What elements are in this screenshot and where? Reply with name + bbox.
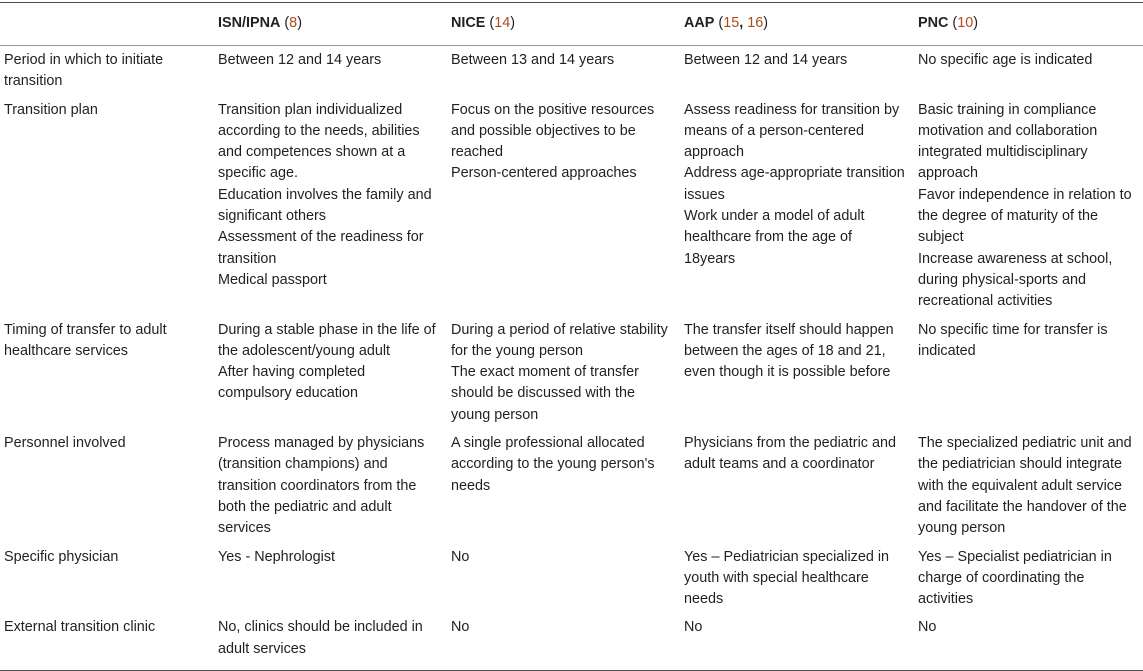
reference-link[interactable]: 15 <box>723 15 740 32</box>
table-cell <box>680 613 914 670</box>
table-cell <box>914 316 1143 429</box>
cell-line: Process managed by physicians (transition champions) and transition coordinators from the both the pediatric and adult services <box>218 435 425 537</box>
table-cell <box>214 613 447 670</box>
reference-link[interactable]: 16 <box>747 15 764 32</box>
reference-link[interactable]: 14 <box>494 15 511 32</box>
table-cell <box>680 46 914 96</box>
cell-line: During a stable phase in the life of the adolescent/young adult <box>218 321 436 359</box>
column-name: NICE <box>451 15 486 32</box>
table-cell <box>447 429 680 542</box>
cell-line: Physicians from the pediatric and adult teams and a coordinator <box>684 435 896 473</box>
table-body <box>0 46 1143 671</box>
table-cell <box>914 613 1143 670</box>
table-cell <box>214 96 447 316</box>
table-row <box>0 316 1143 429</box>
cell-line: No, clinics should be included in adult services <box>218 619 423 657</box>
column-name: ISN/IPNA <box>218 15 281 32</box>
cell-line: The transfer itself should happen between the ages of 18 and 21, even though it is possible before <box>684 321 894 381</box>
table-row <box>0 96 1143 316</box>
cell-line: Focus on the positive resources and possible objectives to be reached <box>451 101 655 161</box>
cell-line: Assess readiness for transition by means of a person-centered approach <box>684 101 900 161</box>
ref-paren-open: ( <box>280 15 290 32</box>
cell-line: Basic training in compliance motivation and collaboration integrated multidisciplinary approach <box>918 101 1098 182</box>
cell-line: Person-centered approaches <box>451 165 637 182</box>
cell-line: Favor independence in relation to the degree of maturity of the subject <box>918 186 1132 246</box>
cell-line: Yes - Nephrologist <box>218 548 336 565</box>
row-label: External transition clinic <box>4 619 156 636</box>
column-name: AAP <box>684 15 715 32</box>
table-cell <box>447 613 680 670</box>
row-label: Personnel involved <box>4 435 126 452</box>
table-cell <box>680 429 914 542</box>
table-cell <box>214 543 447 614</box>
table-cell <box>680 316 914 429</box>
cell-line: No specific time for transfer is indicated <box>918 321 1108 359</box>
cell-line: No <box>684 619 703 636</box>
column-header <box>214 3 447 46</box>
cell-line: No specific age is indicated <box>918 52 1093 68</box>
ref-paren-close: ) <box>763 15 769 32</box>
column-name: PNC <box>918 15 949 32</box>
table-cell <box>680 543 914 614</box>
comparison-table <box>0 2 1143 671</box>
ref-paren-open: ( <box>485 15 495 32</box>
table-cell <box>914 429 1143 542</box>
table-cell <box>214 429 447 542</box>
cell-line: Increase awareness at school, during physical-sports and recreational activities <box>918 250 1113 310</box>
cell-line: No <box>918 619 937 636</box>
cell-line: A single professional allocated according to the young person's needs <box>451 435 655 494</box>
reference-link[interactable]: 10 <box>957 15 974 32</box>
table-cell <box>680 96 914 316</box>
cell-line: Medical passport <box>218 271 327 288</box>
table-row <box>0 613 1143 670</box>
cell-line: After having completed compulsory education <box>218 364 366 402</box>
table-cell <box>447 316 680 429</box>
ref-paren-open: ( <box>714 15 724 32</box>
table-row <box>0 429 1143 542</box>
table-header <box>0 3 1143 46</box>
cell-line: Yes – Pediatrician specialized in youth with special healthcare needs <box>684 548 890 608</box>
table-cell <box>914 96 1143 316</box>
cell-line: Address age-appropriate transition issues <box>684 165 905 203</box>
table-cell <box>447 96 680 316</box>
reference-link[interactable]: 8 <box>289 15 298 32</box>
cell-line: Yes – Specialist pediatrician in charge of coordinating the activities <box>918 548 1112 608</box>
ref-paren-close: ) <box>973 15 978 32</box>
table-cell <box>447 46 680 96</box>
ref-paren-close: ) <box>297 15 302 32</box>
ref-paren-close: ) <box>510 15 515 32</box>
column-header: AAP (15, 16) <box>684 15 769 32</box>
cell-line: Transition plan individualized according to the needs, abilities and competences shown at a specific age. <box>218 101 420 182</box>
table-cell <box>914 46 1143 96</box>
row-label: Timing of transfer to adult healthcare services <box>4 321 167 359</box>
cell-line: The specialized pediatric unit and the pediatrician should integrate with the equivalent adult service and facilitate the handover of the young person <box>918 435 1132 537</box>
table-cell <box>914 543 1143 614</box>
cell-line: During a period of relative stability for the young person <box>451 321 668 359</box>
cell-line: Work under a model of adult healthcare from the age of 18years <box>684 208 865 267</box>
row-label: Period in which to initiate transition <box>4 52 164 90</box>
cell-line: No <box>451 548 470 565</box>
table-row <box>0 46 1143 96</box>
cell-line: Between 12 and 14 years <box>684 52 848 68</box>
cell-line: The exact moment of transfer should be discussed with the young person <box>451 364 639 423</box>
table-cell <box>447 543 680 614</box>
table-cell <box>214 316 447 429</box>
cell-line: Between 12 and 14 years <box>218 52 382 68</box>
cell-line: Between 13 and 14 years <box>451 52 615 68</box>
column-header <box>447 3 680 46</box>
cell-line: Education involves the family and significant others <box>218 186 432 225</box>
ref-paren-open: ( <box>948 15 958 32</box>
column-header <box>914 3 1143 46</box>
row-label: Specific physician <box>4 548 119 565</box>
cell-line: Assessment of the readiness for transition <box>218 229 424 267</box>
header-empty-cell <box>0 3 214 46</box>
row-label: Transition plan <box>4 101 98 118</box>
table-row <box>0 543 1143 614</box>
table-cell <box>214 46 447 96</box>
header-row <box>0 3 1143 46</box>
cell-line: No <box>451 619 470 636</box>
